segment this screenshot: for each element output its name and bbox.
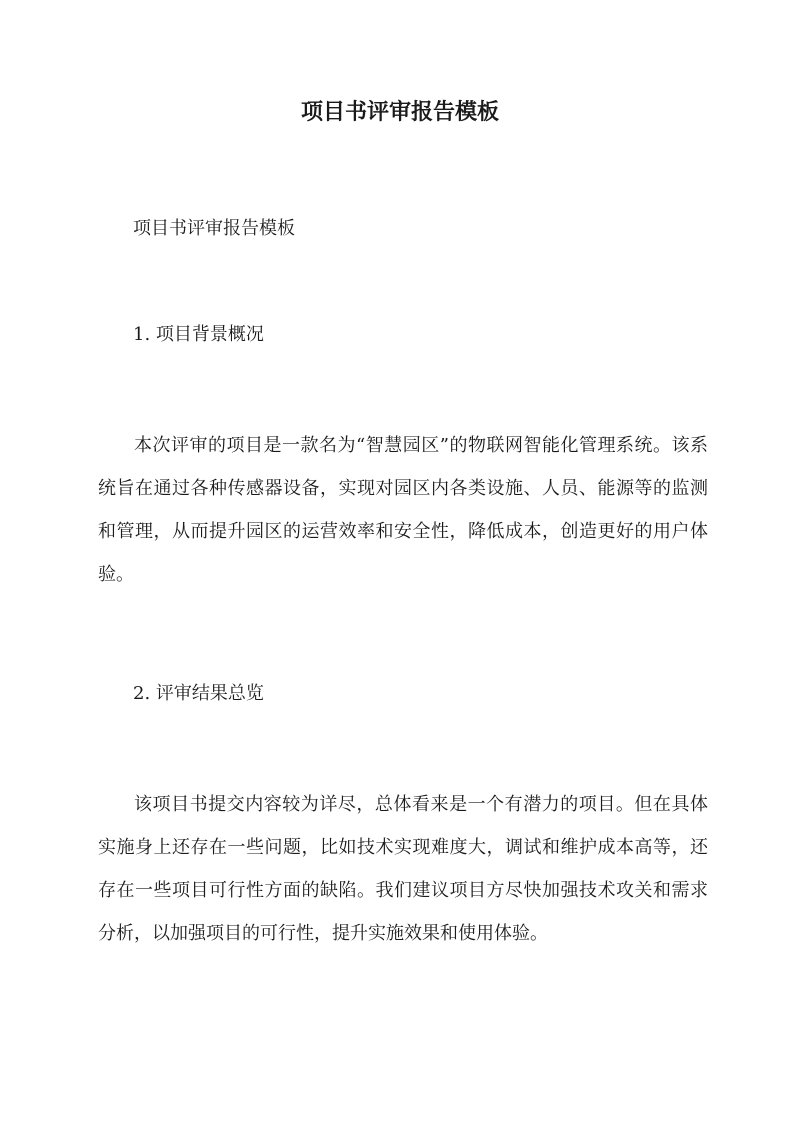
- section-2-heading: 2. 评审结果总览: [133, 683, 264, 704]
- section-1-heading: 1. 项目背景概况: [133, 324, 264, 345]
- section-1-body: 本次评审的项目是一款名为“智慧园区”的物联网智能化管理系统。该系统旨在通过各种传感器设备，实现对园区内各类设施、人员、能源等的监测和管理，从而提升园区的运营效率和安全性，降低成本，创造更好的用户体验。: [98, 435, 708, 585]
- section-2-body: 该项目书提交内容较为详尽，总体看来是一个有潜力的项目。但在具体实施身上还存在一些问题，比如技术实现难度大，调试和维护成本高等，还存在一些项目可行性方面的缺陷。我们建议项目方尽快加强技术攻关和需求分析，以加强项目的可行性，提升实施效果和使用体验。: [98, 794, 708, 944]
- document-subtitle: 项目书评审报告模板: [133, 218, 295, 239]
- document-title: 项目书评审报告模板: [300, 99, 499, 125]
